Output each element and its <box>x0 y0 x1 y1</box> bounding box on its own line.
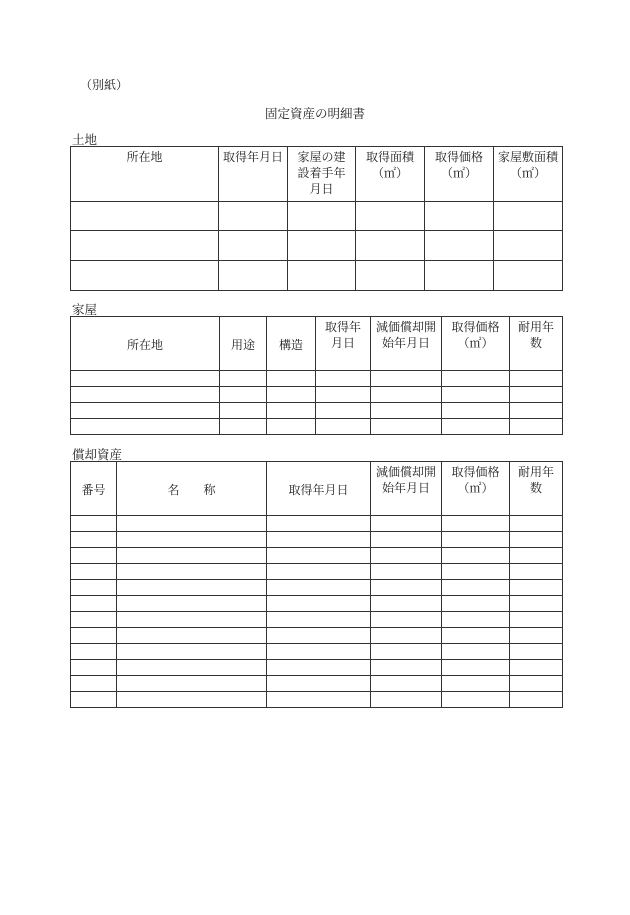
depreciable-col-depreciation-start: 減価償却開始年月日 <box>371 462 442 516</box>
table-row <box>71 580 563 596</box>
house-table <box>70 316 563 435</box>
table-row <box>71 596 563 612</box>
land-table <box>70 146 563 291</box>
depreciable-header-row <box>71 462 563 516</box>
attachment-note: （別紙） <box>80 78 129 92</box>
house-heading: 家屋 <box>72 302 98 317</box>
land-heading: 土地 <box>72 132 98 147</box>
house-col-depreciation-start: 減価償却開始年月日 <box>371 317 442 371</box>
house-header-row <box>71 317 563 371</box>
house-col-acquisition-price: 取得価格（㎡） <box>442 317 510 371</box>
table-row <box>71 403 563 419</box>
table-row <box>71 532 563 548</box>
table-row <box>71 676 563 692</box>
house-col-location: 所在地 <box>71 317 220 371</box>
table-row <box>71 202 563 231</box>
table-row <box>71 548 563 564</box>
depreciable-heading: 償却資産 <box>72 447 123 462</box>
land-col-location: 所在地 <box>71 147 219 202</box>
depreciable-col-acquisition-price: 取得価格（㎡） <box>442 462 510 516</box>
land-col-acquisition-price: 取得価格（㎡） <box>425 147 494 202</box>
table-row <box>71 231 563 261</box>
table-row <box>71 644 563 660</box>
depreciable-col-number: 番号 <box>71 462 117 516</box>
land-col-construction-start-date: 家屋の建設着手年月日 <box>288 147 356 202</box>
land-col-acquired-area: 取得面積（㎡） <box>356 147 425 202</box>
table-row <box>71 628 563 644</box>
table-row <box>71 660 563 676</box>
house-col-useful-life: 耐用年数 <box>510 317 563 371</box>
table-row <box>71 419 563 435</box>
depreciable-col-name: 名 称 <box>117 462 267 516</box>
depreciable-col-acquisition-date: 取得年月日 <box>267 462 371 516</box>
table-row <box>71 371 563 387</box>
land-header-row <box>71 147 563 202</box>
house-col-acquisition-date: 取得年月日 <box>316 317 371 371</box>
table-row <box>71 516 563 532</box>
table-row <box>71 387 563 403</box>
table-row <box>71 564 563 580</box>
page-title: 固定資産の明細書 <box>264 106 365 121</box>
table-row <box>71 692 563 708</box>
land-col-house-site-area: 家屋敷面積（㎡） <box>494 147 563 202</box>
house-col-usage: 用途 <box>220 317 267 371</box>
table-row <box>71 261 563 291</box>
house-col-structure: 構造 <box>267 317 316 371</box>
land-col-acquisition-date: 取得年月日 <box>219 147 288 202</box>
depreciable-col-useful-life: 耐用年数 <box>510 462 563 516</box>
table-row <box>71 612 563 628</box>
depreciable-table <box>70 461 563 708</box>
